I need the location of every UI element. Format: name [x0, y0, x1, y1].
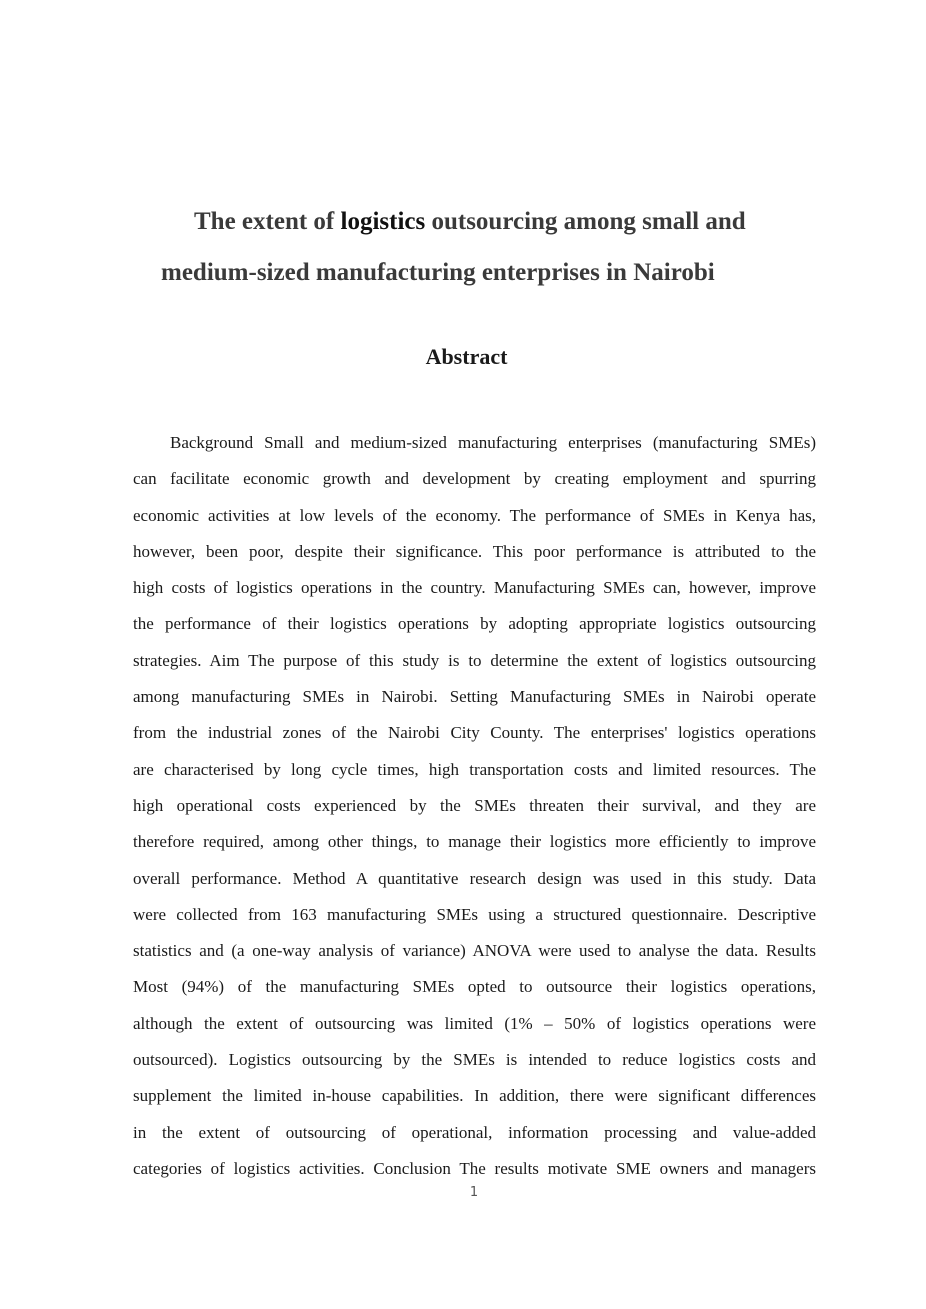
page-number: 1	[469, 1185, 479, 1200]
abstract-body	[133, 425, 816, 1187]
abstract-line: can facilitate economic growth and development by creating employment and spurring	[133, 469, 816, 489]
abstract-line: are characterised by long cycle times, high transportation costs and limited resources. The	[133, 759, 816, 779]
abstract-line: in the extent of outsourcing of operational, information processing and value-added	[133, 1122, 816, 1142]
abstract-heading: Abstract	[425, 344, 508, 369]
abstract-line: supplement the limited in-house capabilities. In addition, there were significant differences	[133, 1086, 816, 1106]
abstract-line: economic activities at low levels of the economy. The performance of SMEs in Kenya has,	[133, 505, 816, 525]
title-emphasis: logistics	[340, 208, 426, 235]
abstract-line: Most (94%) of the manufacturing SMEs opted to outsource their logistics operations,	[133, 977, 816, 997]
title-line-2: medium-sized manufacturing enterprises in Nairobi	[161, 259, 715, 286]
abstract-line: statistics and (a one-way analysis of variance) ANOVA were used to analyse the data. Results	[133, 941, 816, 961]
abstract-line: were collected from 163 manufacturing SMEs using a structured questionnaire. Descriptive	[133, 904, 816, 924]
abstract-line: outsourced). Logistics outsourcing by the SMEs is intended to reduce logistics costs and	[133, 1050, 816, 1070]
abstract-line: however, been poor, despite their significance. This poor performance is attributed to the	[133, 541, 816, 561]
abstract-line: Background Small and medium-sized manufacturing enterprises (manufacturing SMEs)	[170, 433, 816, 452]
abstract-line: categories of logistics activities. Conclusion The results motivate SME owners and managers	[133, 1158, 816, 1178]
abstract-line: strategies. Aim The purpose of this study is to determine the extent of logistics outsourcing	[133, 650, 816, 670]
title-line-1: The extent of logistics outsourcing among small and	[194, 208, 746, 235]
abstract-line: overall performance. Method A quantitative research design was used in this study. Data	[133, 868, 816, 888]
abstract-line: from the industrial zones of the Nairobi City County. The enterprises' logistics operations	[133, 723, 816, 743]
paper-title	[133, 196, 816, 298]
abstract-line: the performance of their logistics operations by adopting appropriate logistics outsourcing	[133, 614, 816, 634]
abstract-line: among manufacturing SMEs in Nairobi. Setting Manufacturing SMEs in Nairobi operate	[133, 687, 816, 707]
abstract-line: high costs of logistics operations in the country. Manufacturing SMEs can, however, improve	[133, 578, 816, 598]
abstract-line: although the extent of outsourcing was limited (1% – 50% of logistics operations were	[133, 1013, 816, 1033]
abstract-line: therefore required, among other things, to manage their logistics more efficiently to improve	[133, 832, 816, 852]
abstract-line: high operational costs experienced by the SMEs threaten their survival, and they are	[133, 795, 816, 815]
